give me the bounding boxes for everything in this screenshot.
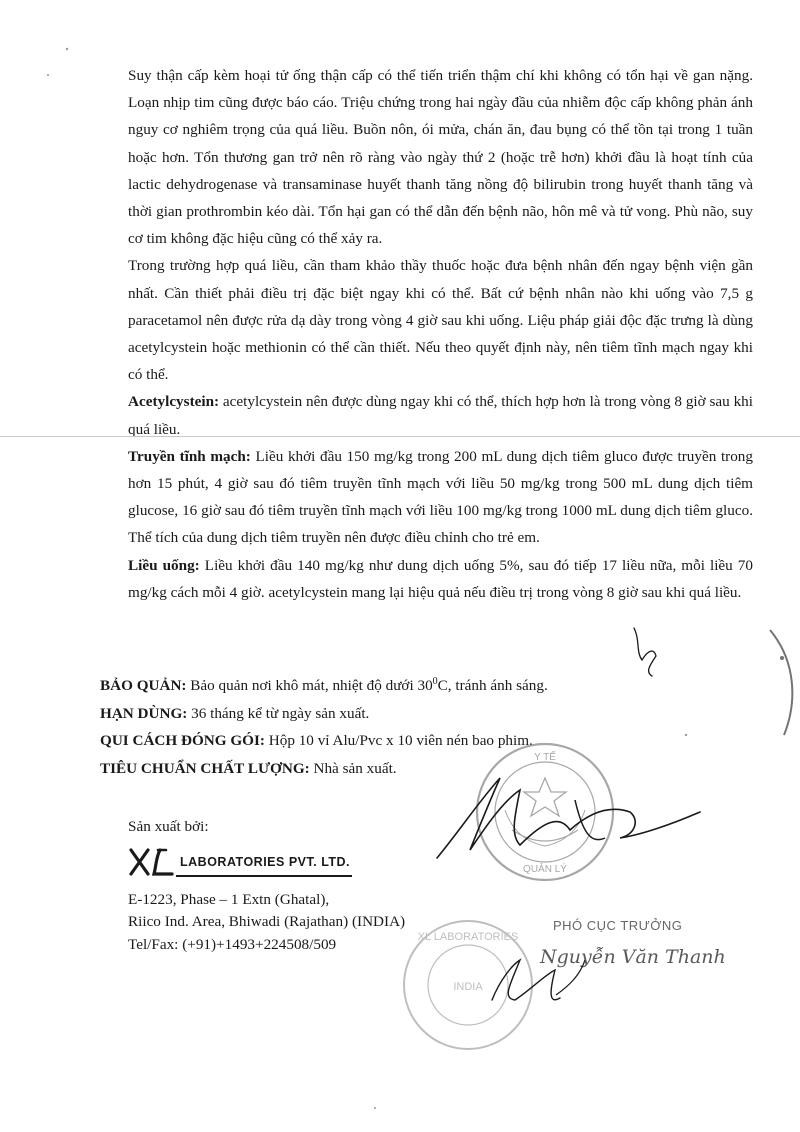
scan-fold-line (0, 436, 800, 437)
company-logo (128, 847, 528, 877)
expiry-line: HẠN DÙNG: 36 tháng kể từ ngày sản xuất. (100, 704, 370, 722)
edge-stamp-fragment-icon (770, 630, 792, 735)
degree-superscript: 0 (432, 676, 438, 687)
svg-text:Y TẾ: Y TẾ (534, 752, 556, 763)
expiry-label: HẠN DÙNG: (100, 704, 188, 722)
product-spec-section (100, 668, 660, 782)
oral-dose-text: Liều khởi đầu 140 mg/kg như dung dịch uống 5%, sau đó tiếp 17 liều nữa, mỗi liều 70 mg/kg cách mỗi 4 giờ. acetylcystein mang lại hiệu quả nếu điều trị trong vòng 8 giờ sau khi quá liều. (128, 556, 753, 601)
company-address: E-1223, Phase – 1 Extn (Ghatal), Riico Ind. Area, Bhiwadi (Rajathan) (INDIA) Tel/Fax: (+91)+1493+224508/509 (128, 889, 528, 957)
official-name-stamp: Nguyễn Văn Thanh (540, 946, 726, 968)
storage-line: BẢO QUẢN: Bảo quản nơi khô mát, nhiệt độ dưới $30^0C$, tránh ánh sáng. (100, 676, 548, 695)
company-name: LABORATORIES PVT. LTD. (176, 851, 352, 877)
paragraph-iv-infusion (128, 443, 753, 552)
paragraph-overdose-symptoms: Suy thận cấp kèm hoại tử ống thận cấp có thể tiến triển thậm chí khi không có tổn hại về gan nặng. Loạn nhịp tim cũng được báo cáo. Triệu chứng trong hai ngày đầu của nhiễm độc cấp không phản ánh nguy cơ nghiêm trọng của quá liều. Buồn nôn, ói mửa, chán ăn, đau bụng có thể tồn tại trong 1 tuần hoặc hơn. Tổn thương gan trở nên rõ ràng vào ngày thứ 2 (hoặc trễ hơn) khởi đầu là hoạt tính của lactic dehydrogenase và transaminase huyết thanh tăng nồng độ bilirubin trong huyết thanh tăng và thời gian prothrombin kéo dài. Tổn hại gan có thể dẫn đến bệnh não, hôn mê và tử vong. Phù não, suy cơ tim không đặc hiệu cũng có thể xảy ra. (128, 67, 753, 248)
xl-logo-icon (128, 847, 174, 877)
svg-text:INDIA: INDIA (453, 981, 483, 993)
storage-label: BẢO QUẢN: (100, 677, 187, 695)
quality-standard-label: TIÊU CHUẨN CHẤT LƯỢNG: (100, 759, 310, 777)
svg-text:QUẢN LÝ: QUẢN LÝ (523, 864, 567, 875)
paragraph-acetylcystein (128, 388, 753, 442)
oral-dose-label: Liều uống: (128, 556, 200, 574)
quality-standard-line: TIÊU CHUẨN CHẤT LƯỢNG: Nhà sản xuất. (100, 759, 397, 777)
packaging-line: QUI CÁCH ĐÓNG GÓI: Hộp 10 vỉ Alu/Pvc x 10 viên nén bao phim. (100, 732, 533, 750)
overdose-section (128, 62, 753, 606)
paragraph-overdose-treatment: Trong trường hợp quá liều, cần tham khảo thầy thuốc hoặc đưa bệnh nhân đến ngay bệnh viện gần nhất. Cần thiết phải điều trị đặc biệt ngay khi có thể. Bất cứ bệnh nhân nào khi uống vào 7,5 g paracetamol nên được rửa dạ dày trong vòng 4 giờ sau khi uống. Liệu pháp giải độc đặc trưng là dùng acetylcystein hoặc methionin có thể cần thiết. Nếu theo quyết định này, nên tiêm tĩnh mạch ngay khi có thể. (128, 257, 753, 384)
paragraph-oral-dose (128, 552, 753, 606)
manufactured-by-label: Sản xuất bởi: (128, 818, 209, 835)
iv-infusion-label: Truyền tĩnh mạch: (128, 447, 251, 465)
official-title: PHÓ CỤC TRƯỞNG (553, 918, 683, 933)
acetylcystein-label: Acetylcystein: (128, 393, 220, 411)
tel-fax: Tel/Fax: (+91)+1493+224508/509 (128, 935, 337, 953)
manufacturer-block (128, 816, 528, 956)
packaging-label: QUI CÁCH ĐÓNG GÓI: (100, 732, 265, 750)
acetylcystein-text: acetylcystein nên được dùng ngay khi có thể, thích hợp hơn là trong vòng 8 giờ sau khi quá liều. (128, 393, 753, 438)
iv-infusion-text: Liều khởi đầu 150 mg/kg trong 200 mL dung dịch tiêm gluco được truyền trong hơn 15 phút, 4 giờ sau đó tiêm truyền tĩnh mạch với liều 50 mg/kg trong 500 mL dung dịch tiêm glucose, 16 giờ sau đó tiêm truyền tĩnh mạch với liều 100 mg/kg trong 1000 mL dung dịch tiêm gluco. Thể tích của dung dịch tiêm truyền nên được điều chỉnh cho trẻ em. (128, 447, 753, 547)
svg-text:XL LABORATORIES: XL LABORATORIES (417, 931, 519, 943)
